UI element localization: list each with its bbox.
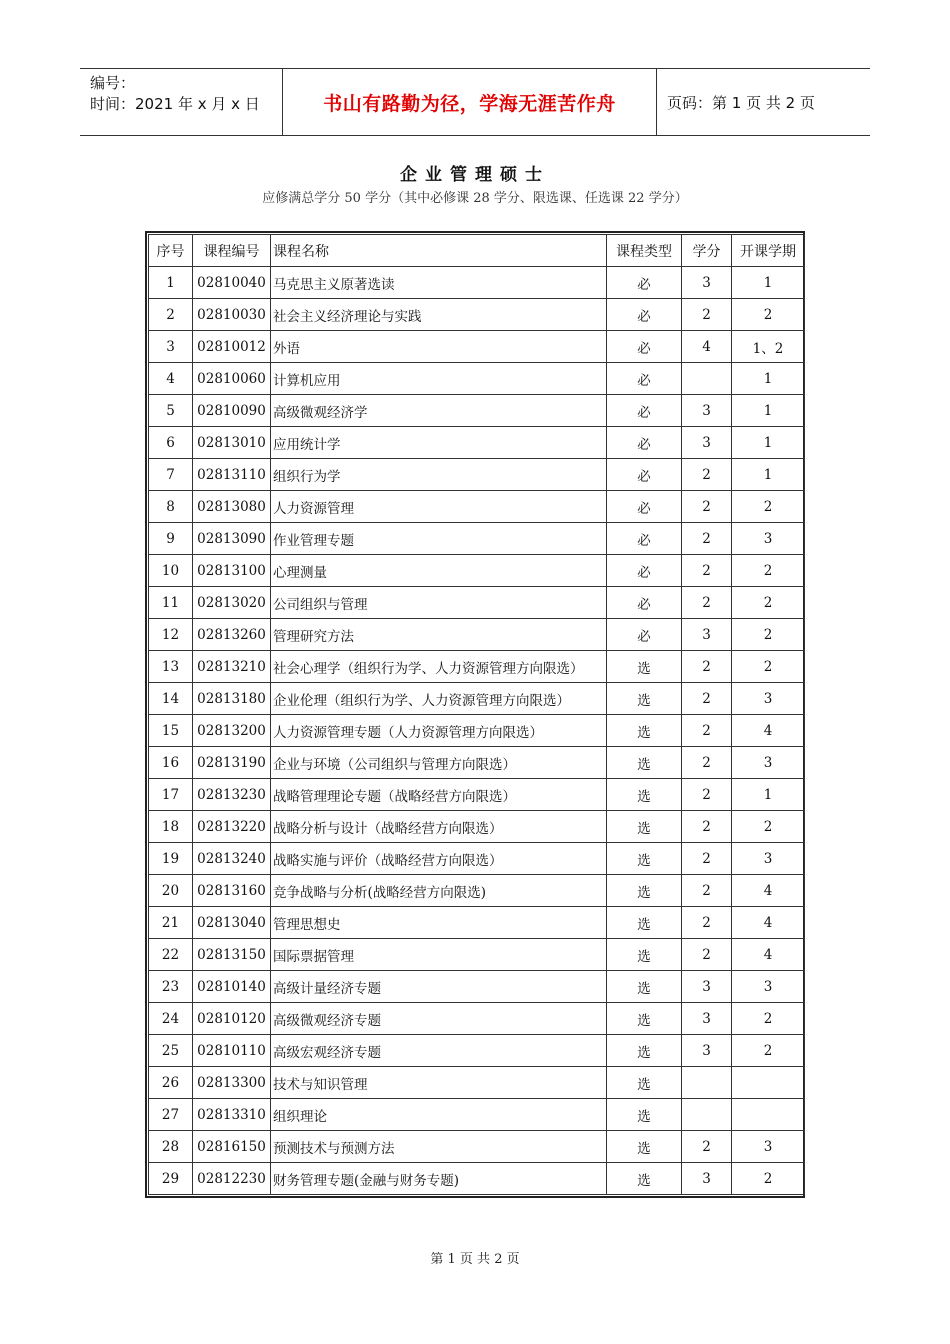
cell-name: 战略管理理论专题（战略经营方向限选） (271, 779, 607, 811)
cell-semester: 1 (732, 267, 805, 299)
cell-type: 必 (607, 395, 682, 427)
cell-name: 企业与环境（公司组织与管理方向限选） (271, 747, 607, 779)
cell-credit: 2 (682, 587, 732, 619)
cell-name: 组织行为学 (271, 459, 607, 491)
header-meta (80, 69, 282, 135)
cell-type: 必 (607, 555, 682, 587)
col-header-credit: 学分 (682, 235, 732, 267)
cell-semester: 2 (732, 587, 805, 619)
cell-name: 公司组织与管理 (271, 587, 607, 619)
cell-credit: 2 (682, 651, 732, 683)
cell-semester: 3 (732, 1131, 805, 1163)
table-body (149, 267, 805, 1195)
cell-code: 02813180 (193, 683, 271, 715)
cell-credit: 2 (682, 811, 732, 843)
cell-semester: 1 (732, 363, 805, 395)
cell-code: 02813010 (193, 427, 271, 459)
cell-name: 外语 (271, 331, 607, 363)
cell-code: 02813240 (193, 843, 271, 875)
cell-code: 02813090 (193, 523, 271, 555)
cell-index: 21 (149, 907, 193, 939)
cell-type: 必 (607, 299, 682, 331)
table-row (149, 907, 805, 939)
cell-index: 15 (149, 715, 193, 747)
cell-semester: 1 (732, 779, 805, 811)
cell-name: 应用统计学 (271, 427, 607, 459)
table-row (149, 1131, 805, 1163)
cell-index: 7 (149, 459, 193, 491)
document-subtitle: 应修满总学分 50 学分（其中必修课 28 学分、限选课、任选课 22 学分） (262, 191, 688, 206)
cell-code: 02810060 (193, 363, 271, 395)
cell-semester: 3 (732, 747, 805, 779)
cell-code: 02810040 (193, 267, 271, 299)
table-row (149, 395, 805, 427)
table-row (149, 427, 805, 459)
page-header (80, 68, 870, 136)
cell-name: 马克思主义原著选读 (271, 267, 607, 299)
cell-type: 选 (607, 907, 682, 939)
cell-name: 人力资源管理专题（人力资源管理方向限选） (271, 715, 607, 747)
table-row (149, 683, 805, 715)
page-footer: 第 1 页 共 2 页 (430, 1252, 520, 1267)
cell-credit: 3 (682, 1035, 732, 1067)
cell-code: 02813080 (193, 491, 271, 523)
cell-index: 6 (149, 427, 193, 459)
course-table (148, 234, 805, 1195)
cell-name: 财务管理专题(金融与财务专题) (271, 1163, 607, 1195)
cell-semester: 2 (732, 619, 805, 651)
cell-code: 02810120 (193, 1003, 271, 1035)
table-row (149, 1067, 805, 1099)
cell-type: 选 (607, 939, 682, 971)
cell-index: 28 (149, 1131, 193, 1163)
cell-credit: 2 (682, 1131, 732, 1163)
col-header-code: 课程编号 (193, 235, 271, 267)
cell-name: 高级计量经济专题 (271, 971, 607, 1003)
cell-type: 选 (607, 1163, 682, 1195)
cell-type: 必 (607, 267, 682, 299)
cell-credit: 4 (682, 331, 732, 363)
cell-index: 8 (149, 491, 193, 523)
time-label: 时间：2021 年 x 月 x 日 (90, 95, 260, 113)
cell-code: 02810140 (193, 971, 271, 1003)
cell-semester: 2 (732, 1035, 805, 1067)
cell-code: 02813310 (193, 1099, 271, 1131)
cell-semester: 4 (732, 875, 805, 907)
cell-name: 管理思想史 (271, 907, 607, 939)
cell-credit: 2 (682, 875, 732, 907)
cell-type: 选 (607, 747, 682, 779)
cell-index: 14 (149, 683, 193, 715)
cell-index: 11 (149, 587, 193, 619)
cell-code: 02813020 (193, 587, 271, 619)
cell-name: 社会心理学（组织行为学、人力资源管理方向限选） (271, 651, 607, 683)
cell-credit: 2 (682, 555, 732, 587)
cell-name: 技术与知识管理 (271, 1067, 607, 1099)
cell-semester (732, 1099, 805, 1131)
cell-name: 竞争战略与分析(战略经营方向限选) (271, 875, 607, 907)
cell-index: 26 (149, 1067, 193, 1099)
number-label: 编号： (90, 74, 136, 92)
cell-credit: 2 (682, 683, 732, 715)
cell-credit: 3 (682, 427, 732, 459)
table-row (149, 939, 805, 971)
cell-semester: 4 (732, 939, 805, 971)
cell-credit: 2 (682, 523, 732, 555)
cell-index: 4 (149, 363, 193, 395)
table-row (149, 1003, 805, 1035)
table-row (149, 811, 805, 843)
cell-credit: 3 (682, 395, 732, 427)
cell-name: 战略实施与评价（战略经营方向限选） (271, 843, 607, 875)
course-table-frame (145, 231, 805, 1198)
cell-code: 02813190 (193, 747, 271, 779)
cell-code: 02813040 (193, 907, 271, 939)
cell-type: 选 (607, 715, 682, 747)
cell-index: 1 (149, 267, 193, 299)
cell-credit: 2 (682, 715, 732, 747)
cell-type: 选 (607, 811, 682, 843)
cell-code: 02813210 (193, 651, 271, 683)
cell-code: 02813260 (193, 619, 271, 651)
cell-semester (732, 1067, 805, 1099)
cell-index: 29 (149, 1163, 193, 1195)
cell-credit: 3 (682, 1003, 732, 1035)
cell-credit: 2 (682, 299, 732, 331)
table-row (149, 267, 805, 299)
table-row (149, 331, 805, 363)
cell-credit: 2 (682, 939, 732, 971)
table-row (149, 747, 805, 779)
cell-credit (682, 1099, 732, 1131)
cell-name: 高级宏观经济专题 (271, 1035, 607, 1067)
col-header-semester: 开课学期 (732, 235, 805, 267)
cell-semester: 3 (732, 683, 805, 715)
cell-type: 必 (607, 491, 682, 523)
table-header-row (149, 235, 805, 267)
cell-credit: 3 (682, 971, 732, 1003)
table-row (149, 1035, 805, 1067)
cell-type: 选 (607, 1131, 682, 1163)
cell-index: 10 (149, 555, 193, 587)
cell-semester: 2 (732, 1163, 805, 1195)
cell-type: 选 (607, 683, 682, 715)
cell-semester: 1、2 (732, 331, 805, 363)
cell-index: 16 (149, 747, 193, 779)
cell-type: 选 (607, 843, 682, 875)
cell-type: 选 (607, 875, 682, 907)
table-row (149, 363, 805, 395)
table-row (149, 523, 805, 555)
page-info: 页码：第 1 页 共 2 页 (667, 93, 815, 112)
cell-name: 国际票据管理 (271, 939, 607, 971)
cell-semester: 3 (732, 971, 805, 1003)
cell-index: 3 (149, 331, 193, 363)
cell-semester: 3 (732, 843, 805, 875)
cell-code: 02810030 (193, 299, 271, 331)
table-row (149, 1163, 805, 1195)
cell-semester: 4 (732, 907, 805, 939)
cell-index: 17 (149, 779, 193, 811)
cell-semester: 1 (732, 459, 805, 491)
cell-semester: 2 (732, 811, 805, 843)
table-row (149, 299, 805, 331)
cell-name: 人力资源管理 (271, 491, 607, 523)
cell-code: 02810110 (193, 1035, 271, 1067)
cell-semester: 3 (732, 523, 805, 555)
table-row (149, 1099, 805, 1131)
cell-index: 18 (149, 811, 193, 843)
cell-index: 27 (149, 1099, 193, 1131)
cell-credit: 3 (682, 619, 732, 651)
motto: 书山有路勤为径，学海无涯苦作舟 (282, 69, 657, 135)
cell-index: 12 (149, 619, 193, 651)
cell-semester: 2 (732, 299, 805, 331)
cell-type: 必 (607, 619, 682, 651)
cell-name: 高级微观经济学 (271, 395, 607, 427)
cell-code: 02812230 (193, 1163, 271, 1195)
cell-type: 选 (607, 1099, 682, 1131)
document-title: 企业管理硕士 (400, 165, 550, 185)
cell-credit: 2 (682, 747, 732, 779)
col-header-index: 序号 (149, 235, 193, 267)
cell-semester: 4 (732, 715, 805, 747)
table-row (149, 875, 805, 907)
table-row (149, 587, 805, 619)
cell-name: 企业伦理（组织行为学、人力资源管理方向限选） (271, 683, 607, 715)
cell-code: 02810012 (193, 331, 271, 363)
cell-credit: 3 (682, 1163, 732, 1195)
cell-semester: 2 (732, 491, 805, 523)
cell-name: 社会主义经济理论与实践 (271, 299, 607, 331)
cell-semester: 1 (732, 427, 805, 459)
table-row (149, 715, 805, 747)
cell-index: 25 (149, 1035, 193, 1067)
cell-semester: 2 (732, 555, 805, 587)
cell-type: 选 (607, 1003, 682, 1035)
cell-type: 选 (607, 779, 682, 811)
cell-code: 02813300 (193, 1067, 271, 1099)
cell-credit: 3 (682, 267, 732, 299)
cell-credit (682, 1067, 732, 1099)
cell-code: 02813230 (193, 779, 271, 811)
cell-type: 必 (607, 459, 682, 491)
cell-name: 管理研究方法 (271, 619, 607, 651)
cell-credit: 2 (682, 459, 732, 491)
cell-code: 02813200 (193, 715, 271, 747)
table-row (149, 971, 805, 1003)
cell-index: 13 (149, 651, 193, 683)
cell-name: 作业管理专题 (271, 523, 607, 555)
cell-type: 必 (607, 363, 682, 395)
table-row (149, 651, 805, 683)
cell-code: 02813150 (193, 939, 271, 971)
cell-credit: 2 (682, 491, 732, 523)
cell-credit: 2 (682, 907, 732, 939)
cell-code: 02813100 (193, 555, 271, 587)
cell-code: 02816150 (193, 1131, 271, 1163)
cell-semester: 2 (732, 651, 805, 683)
cell-type: 选 (607, 971, 682, 1003)
table-row (149, 843, 805, 875)
cell-code: 02813220 (193, 811, 271, 843)
cell-name: 战略分析与设计（战略经营方向限选） (271, 811, 607, 843)
cell-type: 必 (607, 331, 682, 363)
cell-name: 组织理论 (271, 1099, 607, 1131)
col-header-name: 课程名称 (271, 235, 607, 267)
cell-credit: 2 (682, 779, 732, 811)
cell-index: 20 (149, 875, 193, 907)
cell-code: 02813160 (193, 875, 271, 907)
col-header-type: 课程类型 (607, 235, 682, 267)
cell-index: 5 (149, 395, 193, 427)
cell-index: 22 (149, 939, 193, 971)
table-row (149, 491, 805, 523)
cell-index: 9 (149, 523, 193, 555)
table-row (149, 619, 805, 651)
cell-credit: 2 (682, 843, 732, 875)
cell-type: 必 (607, 427, 682, 459)
table-row (149, 459, 805, 491)
table-row (149, 555, 805, 587)
cell-type: 必 (607, 523, 682, 555)
cell-type: 选 (607, 1035, 682, 1067)
cell-index: 19 (149, 843, 193, 875)
cell-type: 选 (607, 651, 682, 683)
cell-name: 高级微观经济专题 (271, 1003, 607, 1035)
cell-type: 必 (607, 587, 682, 619)
cell-semester: 2 (732, 1003, 805, 1035)
cell-name: 心理测量 (271, 555, 607, 587)
cell-type: 选 (607, 1067, 682, 1099)
cell-index: 23 (149, 971, 193, 1003)
cell-name: 计算机应用 (271, 363, 607, 395)
cell-code: 02813110 (193, 459, 271, 491)
cell-index: 2 (149, 299, 193, 331)
cell-semester: 1 (732, 395, 805, 427)
cell-index: 24 (149, 1003, 193, 1035)
cell-credit (682, 363, 732, 395)
cell-name: 预测技术与预测方法 (271, 1131, 607, 1163)
cell-code: 02810090 (193, 395, 271, 427)
table-row (149, 779, 805, 811)
